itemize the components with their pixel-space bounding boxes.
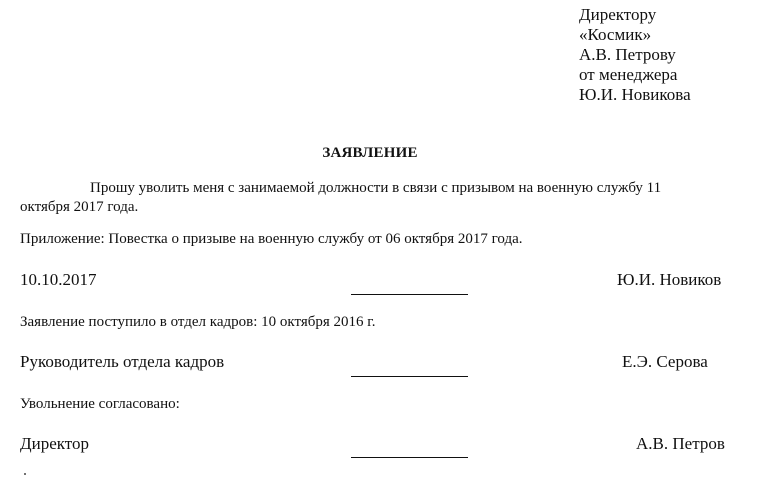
scan-dot <box>24 473 26 475</box>
received-note: Заявление поступило в отдел кадров: 10 октября 2016 г. <box>20 314 376 330</box>
applicant-signature-line <box>351 294 468 295</box>
addressee-line: Директору <box>579 5 657 24</box>
attachment-note: Приложение: Повестка о призыве на военную службу от 06 октября 2017 года. <box>20 231 523 247</box>
addressee-line: А.В. Петрову <box>579 45 676 64</box>
applicant-name: Ю.И. Новиков <box>617 270 722 289</box>
addressee-block <box>579 5 691 105</box>
body-line: Прошу уволить меня с занимаемой должности в связи с призывом на военную службу 11 <box>90 180 662 196</box>
hr-head-name: Е.Э. Серова <box>622 352 708 371</box>
addressee-line: от менеджера <box>579 65 678 84</box>
director-position: Директор <box>20 434 89 453</box>
document-title: ЗАЯВЛЕНИЕ <box>322 145 418 161</box>
approval-note: Увольнение согласовано: <box>20 396 180 412</box>
statement-body <box>20 179 720 217</box>
applicant-date: 10.10.2017 <box>20 270 97 289</box>
addressee-line: Ю.И. Новикова <box>579 85 691 104</box>
director-signature-line <box>351 457 468 458</box>
body-line: октября 2017 года. <box>20 199 139 215</box>
director-name: А.В. Петров <box>636 434 725 453</box>
hr-head-position: Руководитель отдела кадров <box>20 352 225 371</box>
hr-head-signature-line <box>351 376 468 377</box>
addressee-line: «Космик» <box>579 25 652 44</box>
